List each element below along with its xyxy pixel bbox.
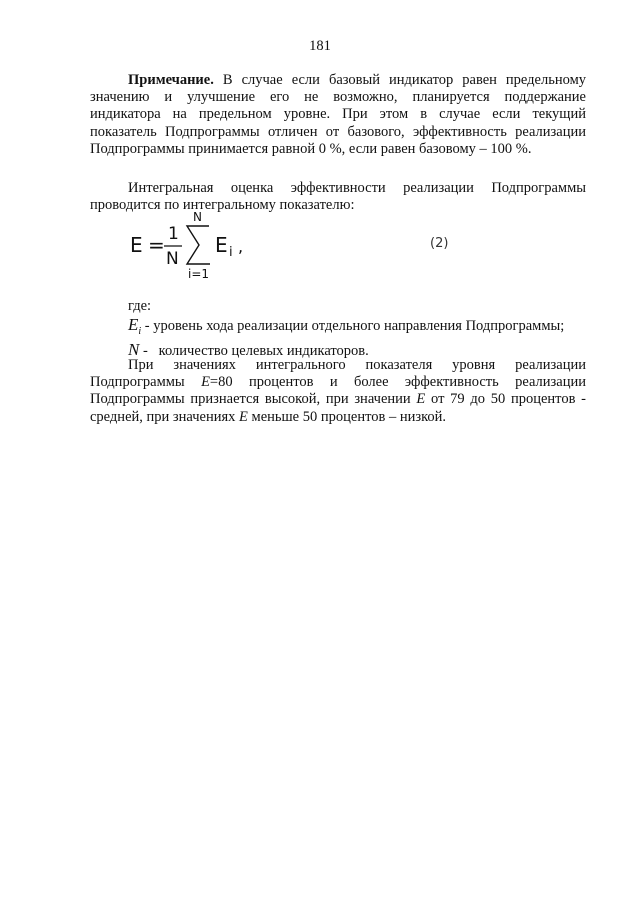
symbol-e: E	[416, 391, 426, 408]
note-line-1	[90, 72, 586, 89]
note-text-1: В случае если базовый индикатор равен предельному	[222, 72, 586, 88]
page-number: 181	[309, 38, 331, 54]
sum-lower-limit: i=1	[188, 267, 210, 281]
sum-upper-limit: N	[193, 210, 202, 224]
note-line-5: Подпрограммы принимается равной 0 %, если равен базовому – 100 %.	[90, 140, 532, 157]
symbol-ei-subscript: i	[138, 326, 142, 338]
integral-text-1: Интегральная оценка эффективности реализации Подпрограммы	[128, 180, 586, 196]
formula-numerator: 1	[168, 224, 179, 244]
where-block	[90, 298, 586, 361]
conclusion-line-3: Подпрограммы признается высокой, при значении E от 79 до 50 процентов -	[90, 391, 586, 408]
note-paragraph	[90, 72, 586, 158]
formula-lhs: E	[130, 233, 143, 257]
note-line-3: индикатора на предельном уровне. При этом в случае если текущий	[90, 106, 586, 123]
formula-equals: =	[148, 233, 165, 257]
where-label: где:	[128, 298, 152, 314]
conclusion-line-4: средней, при значениях E меньше 50 процентов – низкой.	[90, 408, 447, 425]
symbol-e: E	[201, 374, 210, 391]
conclusion-line-2: Подпрограммы E=80 процентов и более эффективность реализации	[90, 374, 586, 391]
symbol-n: N	[128, 340, 140, 360]
formula-term: E	[215, 233, 228, 257]
note-label: Примечание.	[128, 72, 214, 88]
sigma-icon	[187, 226, 210, 264]
formula-comma: ,	[238, 237, 244, 256]
conclusion-line-1	[90, 357, 586, 374]
formula-svg	[128, 210, 328, 282]
conclusion-text-1: При значениях интегрального показателя уровня реализации	[128, 357, 586, 373]
formula-denominator: N	[166, 249, 179, 269]
symbol-ei: E	[128, 315, 139, 335]
symbol-e: E	[239, 408, 248, 425]
conclusion-paragraph	[90, 357, 586, 426]
formula-term-subscript: i	[229, 245, 233, 260]
where-item-ei-text: - уровень хода реализации отдельного направления Подпрограммы;	[141, 318, 565, 335]
note-line-2: значению и улучшение его не возможно, планируется поддержание	[90, 89, 586, 106]
integral-line-1	[90, 180, 586, 197]
where-label-line	[90, 298, 586, 315]
note-line-4: показатель Подпрограммы отличен от базового, эффективность реализации	[90, 123, 586, 140]
where-item-ei	[90, 316, 586, 340]
formula-number: (2)	[430, 236, 449, 251]
integral-line-2: проводится по интегральному показателю:	[90, 197, 355, 214]
formula-block	[128, 210, 588, 280]
where-item-n-text: - количество целевых индикаторов.	[139, 343, 369, 360]
